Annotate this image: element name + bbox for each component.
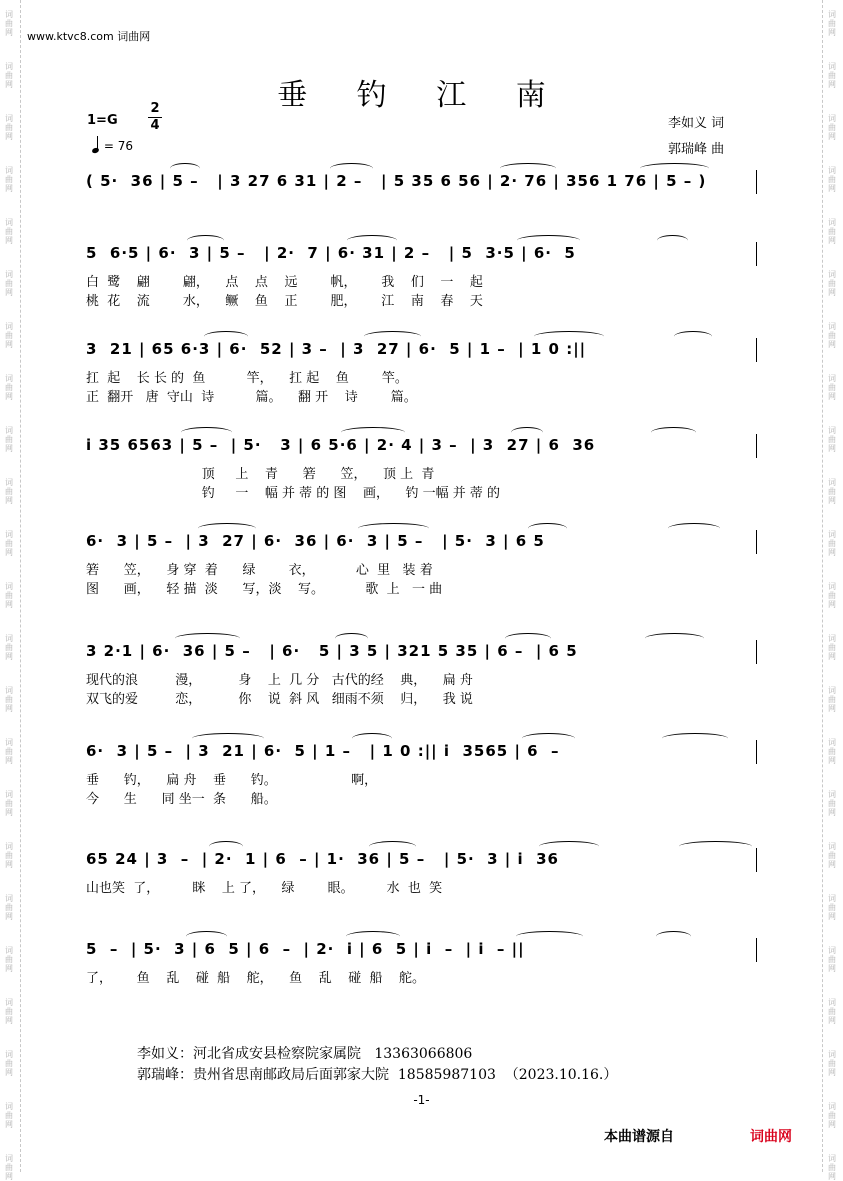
watermark-text: 词 曲 网 bbox=[828, 738, 836, 765]
page-number: -1- bbox=[413, 1093, 430, 1107]
watermark-text: 词 曲 网 bbox=[5, 790, 13, 817]
time-sig-top: 2 bbox=[150, 101, 160, 116]
bar-line bbox=[756, 434, 757, 458]
slur-mark bbox=[209, 841, 243, 852]
score-row bbox=[80, 850, 770, 920]
lyric-verse-1: 箬 笠， 身 穿 着 绿 衣， 心 里 装 着 bbox=[86, 563, 433, 578]
watermark-text: 词 曲 网 bbox=[828, 842, 836, 869]
slur-mark bbox=[651, 427, 696, 438]
watermark-text: 词 曲 网 bbox=[828, 218, 836, 245]
bar-line bbox=[756, 170, 757, 194]
watermark-text: 词 曲 网 bbox=[828, 998, 836, 1025]
watermark-text: 词 曲 网 bbox=[828, 790, 836, 817]
slur-mark bbox=[516, 931, 583, 942]
lyric-verse-1: 白 鹭 翩 翩， 点 点 远 帆， 我 们 一 起 bbox=[86, 275, 483, 290]
slur-mark bbox=[352, 733, 392, 744]
composer-contact: 郭瑞峰：贵州省思南邮政局后面郭家大院 18585987103 （2023.10.16.） bbox=[137, 1067, 618, 1083]
slur-mark bbox=[347, 235, 397, 246]
slur-mark bbox=[657, 235, 688, 246]
score-row bbox=[80, 340, 770, 410]
lyric-verse-1: 山也笑 了， 眯 上 了， 绿 眼。 水 也 笑 bbox=[86, 881, 443, 896]
bar-line bbox=[756, 740, 757, 764]
lyric-verse-1: 垂 钓， 扁 舟 垂 钓。 啊， bbox=[86, 773, 378, 788]
watermark-text: 词 曲 网 bbox=[5, 322, 13, 349]
slur-mark bbox=[187, 235, 224, 246]
slur-mark bbox=[204, 331, 248, 342]
watermark-text: 词 曲 网 bbox=[5, 62, 13, 89]
song-title: 垂 钓 江 南 bbox=[277, 78, 566, 113]
watermark-text: 词 曲 网 bbox=[828, 634, 836, 661]
watermark-text: 词 曲 网 bbox=[5, 998, 13, 1025]
watermark-text: 词 曲 网 bbox=[828, 686, 836, 713]
watermark-text: 词 曲 网 bbox=[5, 10, 13, 37]
slur-mark bbox=[170, 163, 200, 174]
watermark-text: 词 曲 网 bbox=[5, 114, 13, 141]
lyric-verse-2: 桃 花 流 水， 鳜 鱼 正 肥， 江 南 春 天 bbox=[86, 294, 483, 309]
watermark-text: 词 曲 网 bbox=[5, 270, 13, 297]
watermark-text: 词 曲 网 bbox=[5, 634, 13, 661]
source-label: 本曲谱源自 bbox=[604, 1129, 674, 1145]
watermark-text: 词 曲 网 bbox=[5, 946, 13, 973]
watermark-text: 词 曲 网 bbox=[828, 1050, 836, 1077]
slur-mark bbox=[330, 163, 373, 174]
bar-line bbox=[756, 640, 757, 664]
score-row bbox=[80, 172, 770, 242]
score-body bbox=[80, 160, 770, 990]
slur-mark bbox=[369, 841, 416, 852]
slur-mark bbox=[181, 427, 232, 438]
lyric-verse-1: 了， 鱼 乱 碰 船 舵， 鱼 乱 碰 船 舵。 bbox=[86, 971, 426, 986]
watermark-text: 词 曲 网 bbox=[5, 1050, 13, 1077]
watermark-text: 词 曲 网 bbox=[828, 582, 836, 609]
watermark-text: 词 曲 网 bbox=[5, 894, 13, 921]
watermark-text: 词 曲 网 bbox=[5, 738, 13, 765]
notation-line: 65 24 | 3 – | 2· 1 | 6 – | 1· 36 | 5 – | 5· 3 | i 36 bbox=[86, 850, 559, 868]
watermark-text: 词 曲 网 bbox=[828, 114, 836, 141]
lyric-verse-2: 今 生 同 坐一 条 船。 bbox=[86, 792, 277, 807]
notation-line: 6· 3 | 5 – | 3 27 | 6· 36 | 6· 3 | 5 – | 5· 3 | 6 5 bbox=[86, 532, 545, 550]
brand-logo: 词曲网 bbox=[750, 1129, 792, 1145]
notation-line: 5 6·5 | 6· 3 | 5 – | 2· 7 | 6· 31 | 2 – | 5 3·5 | 6· 5 bbox=[86, 244, 576, 262]
slur-mark bbox=[358, 523, 429, 534]
watermark-text: 词 曲 网 bbox=[828, 62, 836, 89]
watermark-text: 词 曲 网 bbox=[5, 842, 13, 869]
lyric-verse-2: 双飞的爱 恋， 你 说 斜 风 细雨不须 归， 我 说 bbox=[86, 692, 473, 707]
slur-mark bbox=[192, 733, 264, 744]
watermark-text: 词 曲 网 bbox=[5, 686, 13, 713]
slur-mark bbox=[528, 523, 567, 534]
bar-line bbox=[756, 530, 757, 554]
composer-credit: 郭瑞峰 曲 bbox=[668, 142, 725, 157]
watermark-text: 词 曲 网 bbox=[828, 322, 836, 349]
lyric-verse-2: 钓 一 幅 并 蒂 的 图 画， 钓 一幅 并 蒂 的 bbox=[86, 486, 501, 501]
watermark-text: 词 曲 网 bbox=[5, 1102, 13, 1129]
notation-line: 6· 3 | 5 – | 3 21 | 6· 5 | 1 – | 1 0 :|| i 3565 | 6 – bbox=[86, 742, 560, 760]
watermark-text: 词 曲 网 bbox=[828, 946, 836, 973]
slur-mark bbox=[656, 931, 691, 942]
left-margin-line bbox=[20, 0, 21, 1172]
watermark-text: 词 曲 网 bbox=[828, 1154, 836, 1181]
score-row bbox=[80, 436, 770, 506]
score-row bbox=[80, 940, 770, 1010]
right-margin-line bbox=[822, 0, 823, 1172]
slur-mark bbox=[364, 331, 421, 342]
score-row bbox=[80, 244, 770, 314]
slur-mark bbox=[341, 427, 405, 438]
watermark-text: 词 曲 网 bbox=[5, 166, 13, 193]
watermark-text: 词 曲 网 bbox=[828, 374, 836, 401]
score-row bbox=[80, 742, 770, 812]
slur-mark bbox=[517, 235, 580, 246]
lyric-verse-1: 顶 上 青 箬 笠， 顶 上 青 bbox=[86, 467, 435, 482]
notation-line: 3 2·1 | 6· 36 | 5 – | 6· 5 | 3 5 | 321 5 35 | 6 – | 6 5 bbox=[86, 642, 578, 660]
slur-mark bbox=[534, 331, 604, 342]
watermark-text: 词 曲 网 bbox=[828, 166, 836, 193]
slur-mark bbox=[198, 523, 256, 534]
watermark-text: 词 曲 网 bbox=[828, 530, 836, 557]
slur-mark bbox=[640, 163, 709, 174]
watermark-text: 词 曲 网 bbox=[828, 270, 836, 297]
lyric-verse-1: 现代的浪 漫， 身 上 几 分 古代的经 典， 扁 舟 bbox=[86, 673, 473, 688]
watermark-text: 词 曲 网 bbox=[5, 374, 13, 401]
notation-line: 3 21 | 65 6·3 | 6· 52 | 3 – | 3 27 | 6· 5 | 1 – | 1 0 :|| bbox=[86, 340, 587, 358]
watermark-text: 词 曲 网 bbox=[828, 478, 836, 505]
watermark-text: 词 曲 网 bbox=[828, 10, 836, 37]
bar-line bbox=[756, 338, 757, 362]
right-watermark-strip bbox=[823, 0, 843, 1181]
slur-mark bbox=[645, 633, 704, 644]
slur-mark bbox=[335, 633, 368, 644]
watermark-text: 词 曲 网 bbox=[5, 478, 13, 505]
watermark-text: 词 曲 网 bbox=[5, 426, 13, 453]
source-url: www.ktvc8.com 词曲网 bbox=[27, 30, 151, 43]
time-sig-bottom: 4 bbox=[150, 118, 160, 133]
slur-mark bbox=[539, 841, 599, 852]
slur-mark bbox=[679, 841, 752, 852]
time-signature bbox=[148, 102, 162, 133]
slur-mark bbox=[346, 931, 400, 942]
watermark-text: 词 曲 网 bbox=[5, 582, 13, 609]
slur-mark bbox=[522, 733, 575, 744]
slur-mark bbox=[505, 633, 551, 644]
slur-mark bbox=[186, 931, 227, 942]
lyric-verse-2: 图 画， 轻 描 淡 写，淡 写。 歌 上 一 曲 bbox=[86, 582, 443, 597]
slur-mark bbox=[674, 331, 712, 342]
quarter-note-icon bbox=[91, 147, 99, 154]
score-row bbox=[80, 642, 770, 712]
lyric-verse-1: 扛 起 长 长 的 鱼 竿， 扛 起 鱼 竿。 bbox=[86, 371, 408, 386]
score-row bbox=[80, 532, 770, 602]
slur-mark bbox=[662, 733, 728, 744]
bar-line bbox=[756, 938, 757, 962]
watermark-text: 词 曲 网 bbox=[828, 894, 836, 921]
slur-mark bbox=[175, 633, 240, 644]
lyric-verse-2: 正 翻开 唐 守山 诗 篇。 翻 开 诗 篇。 bbox=[86, 390, 417, 405]
watermark-text: 词 曲 网 bbox=[828, 1102, 836, 1129]
watermark-text: 词 曲 网 bbox=[828, 426, 836, 453]
slur-mark bbox=[668, 523, 720, 534]
bar-line bbox=[756, 848, 757, 872]
key-signature: 1=G bbox=[87, 113, 118, 128]
watermark-text: 词 曲 网 bbox=[5, 1154, 13, 1181]
notation-line: i 35 6563 | 5 – | 5· 3 | 6 5·6 | 2· 4 | 3 – | 3 27 | 6 36 bbox=[86, 436, 596, 454]
tempo-value: = 76 bbox=[103, 139, 133, 153]
notation-line: ( 5· 36 | 5 – | 3 27 6 31 | 2 – | 5 35 6 56 | 2· 76 | 356 1 76 | 5 – ) bbox=[86, 172, 707, 190]
slur-mark bbox=[500, 163, 556, 174]
lyricist-contact: 李如义：河北省成安县检察院家属院 13363066806 bbox=[137, 1046, 473, 1062]
tempo-marking bbox=[92, 137, 133, 153]
lyricist-credit: 李如义 词 bbox=[668, 116, 725, 131]
left-watermark-strip bbox=[0, 0, 20, 1181]
slur-mark bbox=[511, 427, 543, 438]
bar-line bbox=[756, 242, 757, 266]
notation-line: 5 – | 5· 3 | 6 5 | 6 – | 2· i | 6 5 | i – | i – || bbox=[86, 940, 525, 958]
watermark-text: 词 曲 网 bbox=[5, 218, 13, 245]
watermark-text: 词 曲 网 bbox=[5, 530, 13, 557]
